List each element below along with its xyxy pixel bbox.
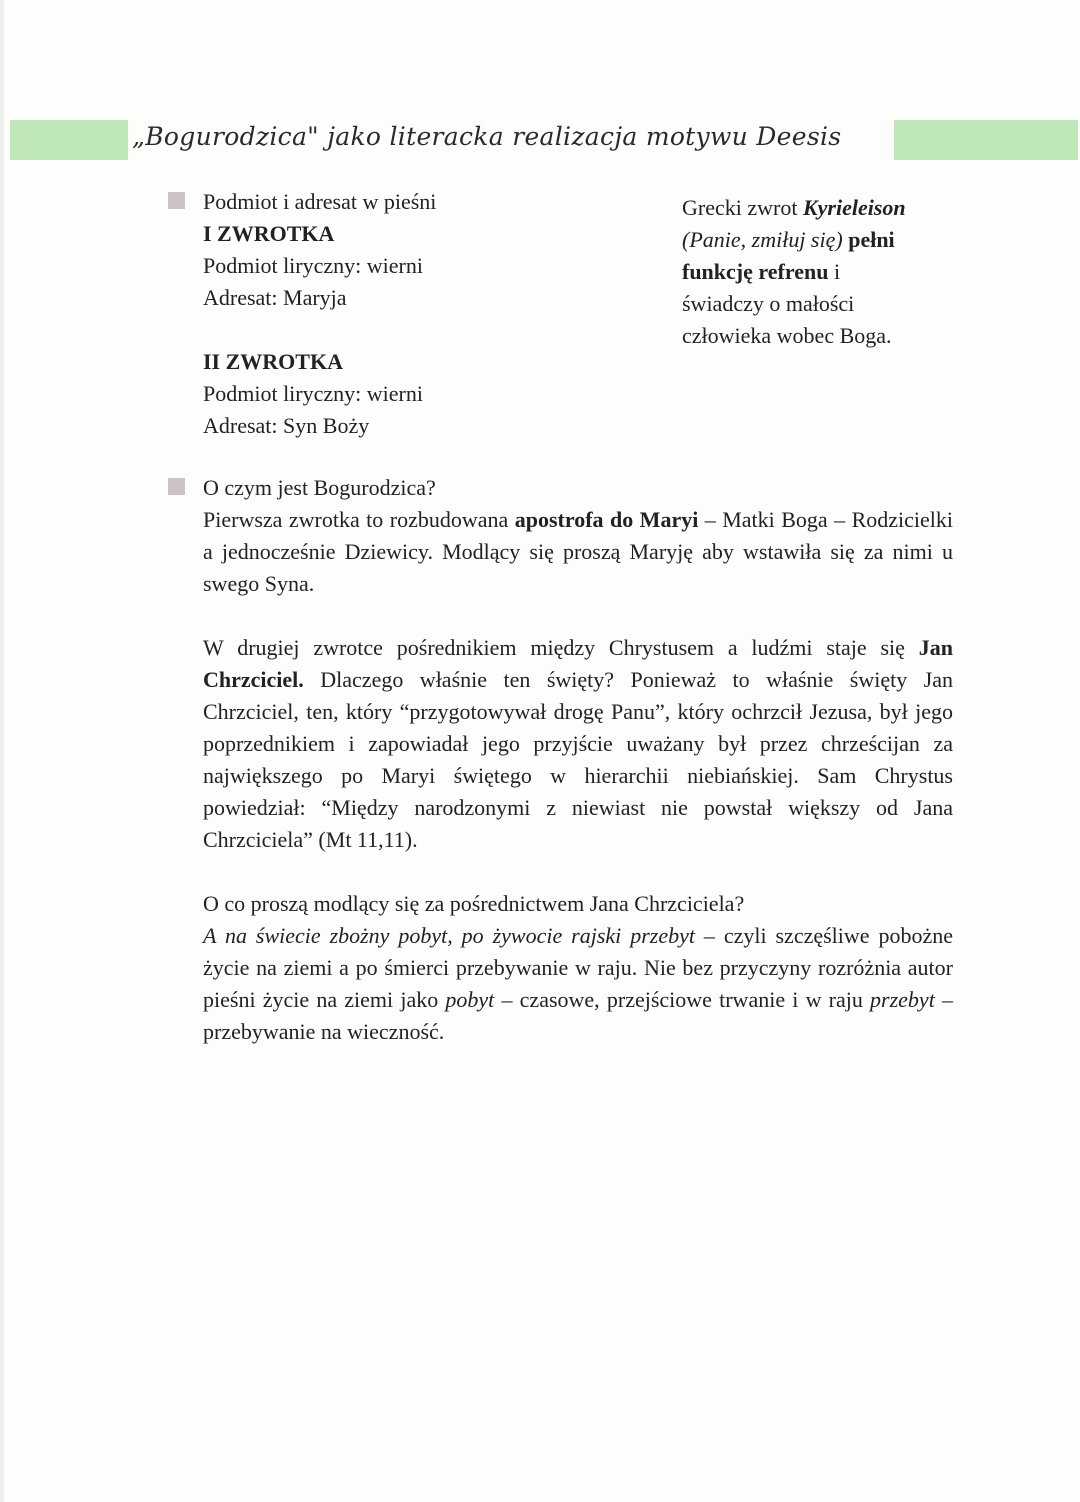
sidenote-text: świadczy o małości xyxy=(682,291,855,316)
stanza-addressee: Adresat: Syn Boży xyxy=(203,413,370,438)
sidenote-text: człowieka wobec Boga. xyxy=(682,323,892,348)
highlight-right xyxy=(894,120,1078,160)
paragraph-second-stanza: W drugiej zwrotce pośrednikiem między Chrystusem a ludźmi staje się Jan Chrzciciel. Dlaczego właśnie ten święty? Ponieważ to właśnie święty Jan Chrzciciel, ten, który “przygotowywał drogę Panu”, który ochrzcił Jezusa, był jego poprzednikiem i zapowiadał jego przyjście uważany był przez chrześcijan za największego po Maryi świętego w hierarchii niebiańskiej. Sam Chrystus powiedział: “Między narodzonymi z niewiast nie powstał większy od Jana Chrzciciela” (Mt 11,11). xyxy=(203,635,953,852)
section-heading: O czym jest Bogurodzica? xyxy=(203,475,436,500)
bullet-marker xyxy=(168,192,185,209)
paragraph-answer: A na świecie zbożny pobyt, po żywocie rajski przebyt – czyli szczęśliwe pobożne życie na ziemi a po śmierci przebywanie w raju. Nie bez przyczyny rozróżnia autor pieśni życie na ziemi jako pobyt – czasowe, przejściowe trwanie i w raju przebyt – przebywanie na wieczność. xyxy=(203,923,954,1044)
stanza-addressee: Adresat: Maryja xyxy=(203,285,347,310)
sidenote-text: Grecki zwrot xyxy=(682,195,803,220)
bullet-marker xyxy=(168,478,185,495)
scan-edge xyxy=(0,0,4,1502)
section-about xyxy=(203,472,953,1048)
page-title: „Bogurodzica" jako literacka realizacja motywu Deesis xyxy=(132,122,842,151)
stanza-subject: Podmiot liryczny: wierni xyxy=(203,381,423,406)
stanza-label: II ZWROTKA xyxy=(203,349,343,374)
section-heading: Podmiot i adresat w pieśni xyxy=(203,189,437,214)
sidenote-translation: (Panie, zmiłuj się) xyxy=(682,227,843,252)
paragraph-first-stanza: Pierwsza zwrotka to rozbudowana apostrofa do Maryi – Matki Boga – Rodzicielki a jednocześnie Dziewicy. Modlący się proszą Maryję aby wstawiła się za nimi u swego Syna. xyxy=(203,507,953,596)
title-band xyxy=(10,120,1078,164)
section-subject-addressee xyxy=(203,186,603,442)
sidenote-emphasis: funkcję refrenu xyxy=(682,259,829,284)
highlight-left xyxy=(10,120,128,160)
stanza-subject: Podmiot liryczny: wierni xyxy=(203,253,423,278)
sidenote-term: Kyrieleison xyxy=(802,195,906,220)
question: O co proszą modlący się za pośrednictwem Jana Chrzciciela? xyxy=(203,891,745,916)
sidenote xyxy=(682,192,972,352)
sidenote-text: pełni xyxy=(842,227,895,252)
sidenote-text: i xyxy=(828,259,841,284)
stanza-label: I ZWROTKA xyxy=(203,221,335,246)
